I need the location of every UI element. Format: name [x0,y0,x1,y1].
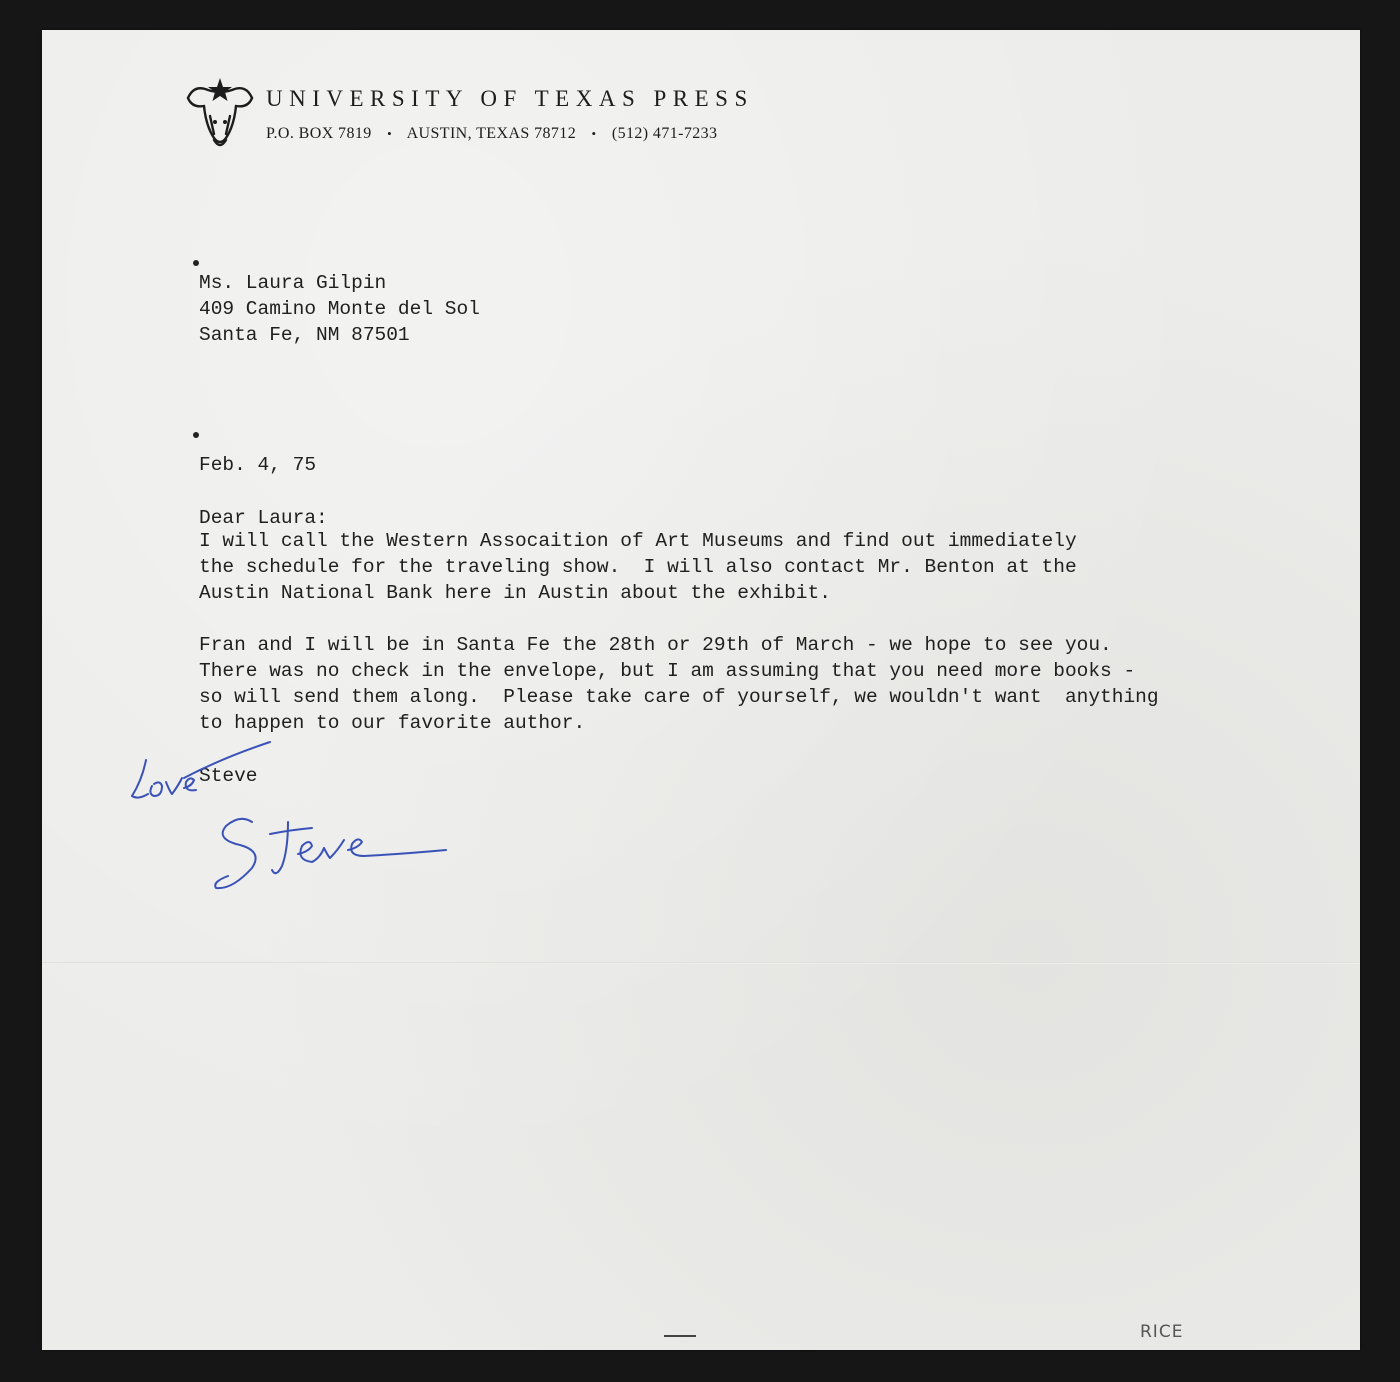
bullet-separator: • [591,126,597,141]
recipient-name: Ms. Laura Gilpin [199,272,387,294]
body-line: I will call the Western Assocaition of Art Museums and find out immediately [199,530,1077,552]
recipient-city: Santa Fe, NM 87501 [199,324,410,346]
body-line: Austin National Bank here in Austin about the exhibit. [199,582,831,604]
letter-page [42,30,1360,1350]
letterhead-address [266,125,717,143]
typed-dot-marker [193,260,199,266]
recipient-street: 409 Camino Monte del Sol [199,298,480,320]
body-line: to happen to our favorite author. [199,712,586,734]
letterhead-city: AUSTIN, TEXAS 78712 [406,125,577,142]
archive-mark: RICE [1140,1322,1184,1342]
typed-dot-marker [193,432,199,438]
bottom-tick-mark [664,1335,696,1337]
body-line: Fran and I will be in Santa Fe the 28th or 29th of March - we hope to see you. [199,634,1112,656]
fold-line [42,962,1360,964]
body-line: There was no check in the envelope, but I am assuming that you need more books - [199,660,1136,682]
longhorn-star-logo-icon [184,76,256,152]
body-line: the schedule for the traveling show. I will also contact Mr. Benton at the [199,556,1077,578]
handwritten-signature [112,730,492,910]
letter-date: Feb. 4, 75 [199,454,317,476]
letterhead-po-box: P.O. BOX 7819 [266,125,372,142]
bullet-separator: • [387,126,393,141]
typed-closing: Steve [199,765,258,787]
body-line: so will send them along. Please take care of yourself, we wouldn't want anything [199,686,1159,708]
salutation: Dear Laura: [199,507,328,529]
letterhead-phone: (512) 471-7233 [611,125,718,142]
letterhead-name: UNIVERSITY OF TEXAS PRESS [266,86,754,111]
